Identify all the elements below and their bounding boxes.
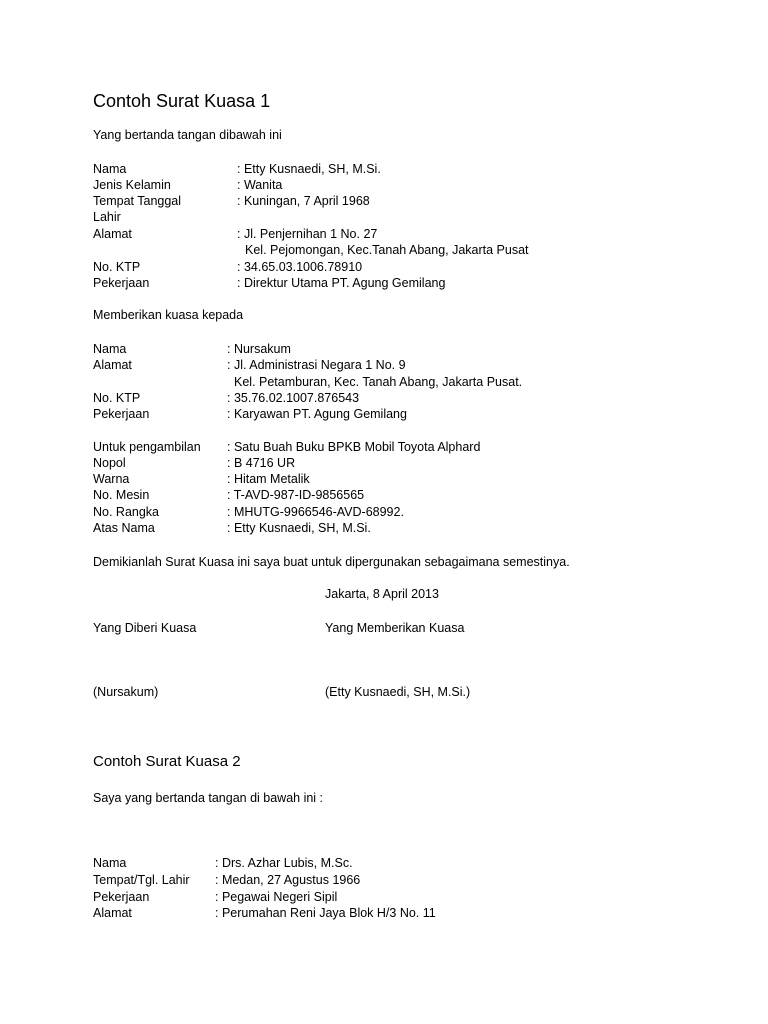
color-value: : Hitam Metalik — [227, 472, 310, 486]
purpose-label: Untuk pengambilan — [93, 440, 201, 454]
color-label: Warna — [93, 472, 130, 486]
grantor-signature-label: Yang Memberikan Kuasa — [325, 621, 465, 635]
grantor-job-label: Pekerjaan — [93, 276, 150, 290]
intro-text: Yang bertanda tangan dibawah ini — [93, 128, 282, 142]
chassis-no-value: : MHUTG-9966546-AVD-68992. — [227, 505, 404, 519]
grantor-name-value: : Etty Kusnaedi, SH, M.Si. — [237, 162, 381, 176]
grantee-signature-label: Yang Diberi Kuasa — [93, 621, 197, 635]
grantor-gender-label: Jenis Kelamin — [93, 178, 171, 192]
grant-intro-text: Memberikan kuasa kepada — [93, 308, 244, 322]
grantee-name-label: Nama — [93, 342, 127, 356]
grantor-ktp-label: No. KTP — [93, 260, 141, 274]
grantor-name-label: Nama — [93, 162, 127, 176]
grantor-address-value: : Jl. Penjernihan 1 No. 27 — [237, 227, 378, 241]
birth-value-2: : Medan, 27 Agustus 1966 — [215, 873, 361, 887]
grantee-job-value: : Karyawan PT. Agung Gemilang — [227, 407, 407, 421]
name-value-2: : Drs. Azhar Lubis, M.Sc. — [215, 856, 353, 870]
grantee-ktp-value: : 35.76.02.1007.876543 — [227, 391, 360, 405]
grantee-address-value-cont: Kel. Petamburan, Kec. Tanah Abang, Jakarta Pusat. — [234, 375, 523, 389]
grantor-birth-label: Tempat Tanggal — [93, 194, 182, 208]
grantee-ktp-label: No. KTP — [93, 391, 141, 405]
owner-name-label: Atas Nama — [93, 521, 155, 535]
place-date: Jakarta, 8 April 2013 — [325, 587, 439, 601]
grantor-address-value-cont: Kel. Pejomongan, Kec.Tanah Abang, Jakarta Pusat — [245, 243, 529, 257]
grantor-gender-value: : Wanita — [237, 178, 283, 192]
owner-name-value: : Etty Kusnaedi, SH, M.Si. — [227, 521, 371, 535]
engine-no-value: : T-AVD-987-ID-9856565 — [227, 488, 365, 502]
intro-text-2: Saya yang bertanda tangan di bawah ini : — [93, 791, 324, 805]
closing-statement: Demikianlah Surat Kuasa ini saya buat untuk dipergunakan sebagaimana semestinya. — [93, 555, 570, 569]
grantor-address-label: Alamat — [93, 227, 132, 241]
chassis-no-label: No. Rangka — [93, 505, 160, 519]
grantor-ktp-value: : 34.65.03.1006.78910 — [237, 260, 363, 274]
section-title-2: Contoh Surat Kuasa 2 — [93, 753, 241, 770]
name-label-2: Nama — [93, 856, 127, 870]
grantee-job-label: Pekerjaan — [93, 407, 150, 421]
address-label-2: Alamat — [93, 906, 132, 920]
grantee-address-label: Alamat — [93, 358, 132, 372]
plate-label: Nopol — [93, 456, 126, 470]
grantee-name-value: : Nursakum — [227, 342, 291, 356]
page-title: Contoh Surat Kuasa 1 — [93, 91, 271, 111]
address-value-2: : Perumahan Reni Jaya Blok H/3 No. 11 — [215, 906, 436, 920]
engine-no-label: No. Mesin — [93, 488, 150, 502]
grantor-birth-label-cont: Lahir — [93, 210, 121, 224]
birth-label-2: Tempat/Tgl. Lahir — [93, 873, 190, 887]
grantee-signature-name: (Nursakum) — [93, 685, 159, 699]
purpose-value: : Satu Buah Buku BPKB Mobil Toyota Alphard — [227, 440, 481, 454]
grantor-signature-name: (Etty Kusnaedi, SH, M.Si.) — [325, 685, 471, 699]
grantor-job-value: : Direktur Utama PT. Agung Gemilang — [237, 276, 446, 290]
job-value-2: : Pegawai Negeri Sipil — [215, 890, 338, 904]
grantor-birth-value: : Kuningan, 7 April 1968 — [237, 194, 370, 208]
grantee-address-value: : Jl. Administrasi Negara 1 No. 9 — [227, 358, 406, 372]
job-label-2: Pekerjaan — [93, 890, 150, 904]
plate-value: : B 4716 UR — [227, 456, 296, 470]
